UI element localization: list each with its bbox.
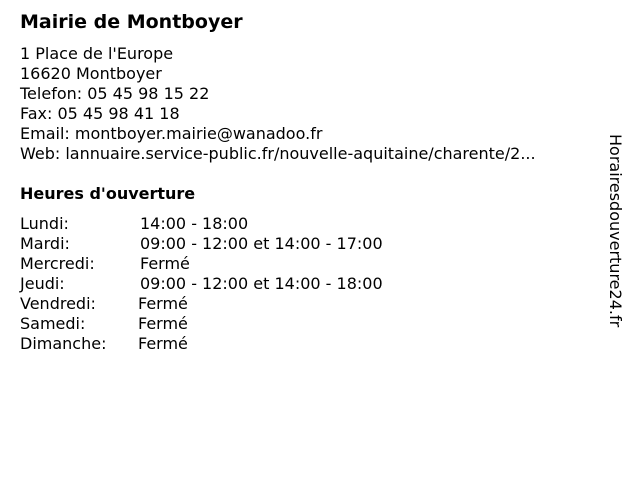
phone-number: Telefon: 05 45 98 15 22 (20, 84, 210, 103)
day-label: Dimanche: (20, 334, 107, 353)
day-label: Samedi: (20, 314, 86, 333)
day-label: Vendredi: (20, 294, 96, 313)
day-hours: Fermé (138, 334, 188, 353)
day-hours: Fermé (140, 254, 190, 273)
day-label: Mercredi: (20, 254, 95, 273)
page-title: Mairie de Montboyer (20, 11, 243, 33)
day-hours: Fermé (138, 294, 188, 313)
day-hours: 14:00 - 18:00 (140, 214, 249, 233)
city-postcode: 16620 Montboyer (20, 64, 162, 83)
day-label: Jeudi: (20, 274, 65, 293)
day-hours: 09:00 - 12:00 et 14:00 - 17:00 (140, 234, 383, 253)
day-label: Lundi: (20, 214, 69, 233)
day-hours: Fermé (138, 314, 188, 333)
website-url: Web: lannuaire.service-public.fr/nouvelle-aquitaine/charente/2... (20, 144, 536, 163)
fax-number: Fax: 05 45 98 41 18 (20, 104, 180, 123)
day-hours: 09:00 - 12:00 et 14:00 - 18:00 (140, 274, 383, 293)
site-watermark: Horairesdouverture24.fr (606, 134, 625, 328)
day-label: Mardi: (20, 234, 70, 253)
contact-block (20, 44, 536, 164)
email-address: Email: montboyer.mairie@wanadoo.fr (20, 124, 323, 143)
street-address: 1 Place de l'Europe (20, 44, 174, 63)
opening-hours-heading: Heures d'ouverture (20, 184, 196, 203)
